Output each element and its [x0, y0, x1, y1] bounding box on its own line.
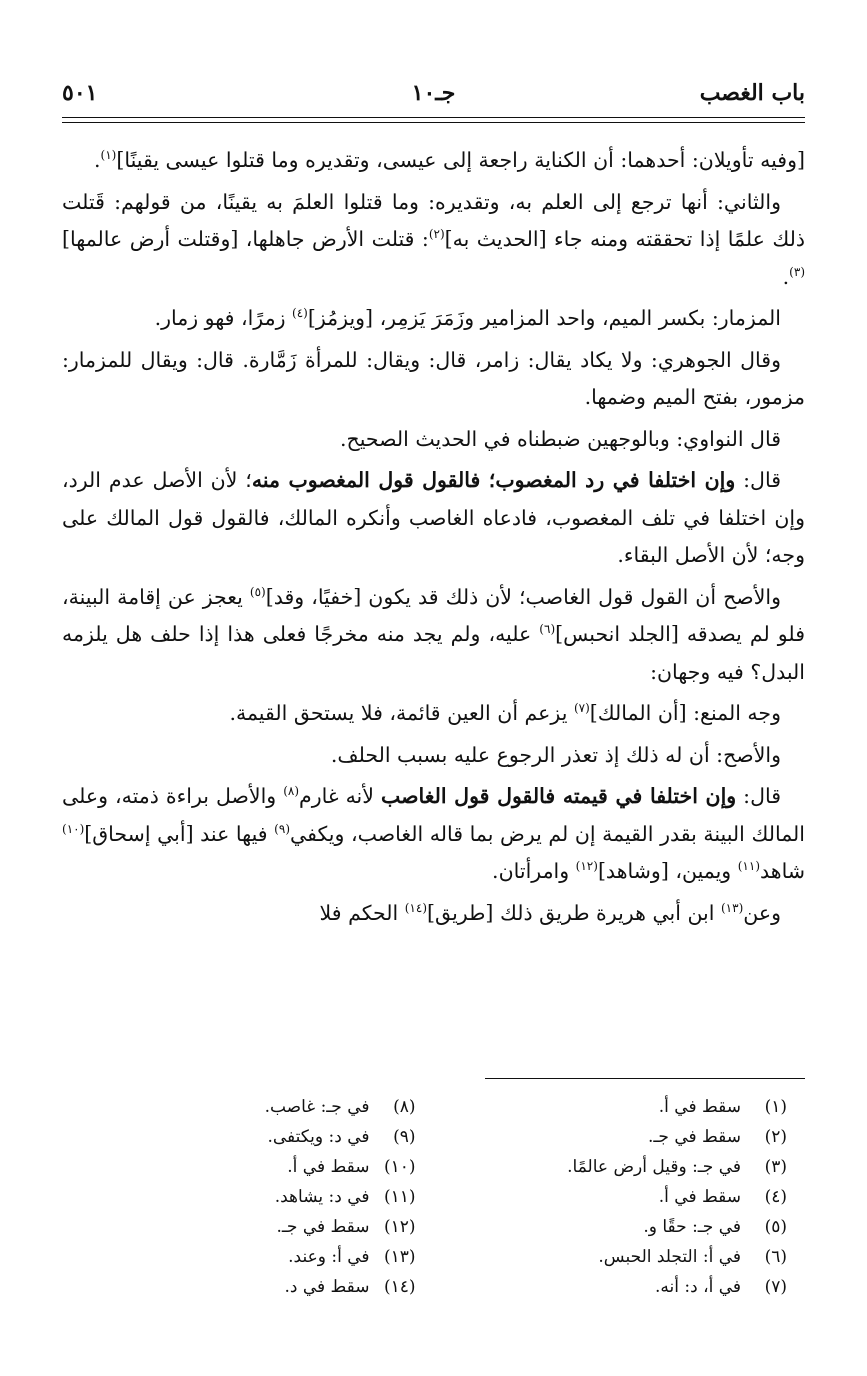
- paragraph: [62, 778, 805, 891]
- footnote-number: (٩): [393, 1127, 416, 1147]
- header-rule: [62, 117, 805, 118]
- volume-label: جـ١٠: [411, 80, 456, 106]
- text-run: والأصل براءة ذمته، وعلى المالك البينة بقدر القيمة إن لم يرض بما قاله الغاصب، ويكفي: [62, 784, 806, 846]
- footnote-number: (١٤): [383, 1277, 416, 1297]
- paragraph: [62, 462, 805, 575]
- footnote: [62, 1182, 416, 1212]
- main-text: [62, 142, 805, 936]
- footnote-number: (٣): [764, 1157, 787, 1177]
- footnote-ref: (٤): [292, 306, 308, 321]
- footnote: [62, 1272, 416, 1302]
- text-run: فيها عند [أبي إسحاق]: [84, 821, 275, 846]
- footnote: [434, 1212, 788, 1242]
- page-number: ٥٠١: [62, 80, 98, 106]
- header-rule-thin: [62, 122, 805, 123]
- text-run: عليه، ولم يجد منه مخرجًا فعلى هذا إذا حلف هل يلزمه البدل؟ فيه وجهان:: [62, 622, 805, 684]
- footnote-text: سقط في جـ.: [648, 1127, 741, 1147]
- text-run: وعن: [743, 900, 781, 925]
- footnote-column-left: [62, 1092, 434, 1302]
- footnote-text: في جـ: غاصب.: [264, 1097, 370, 1117]
- footnote-ref: (٩): [274, 821, 290, 836]
- footnote-number: (٧): [764, 1277, 787, 1297]
- text-run: وجه المنع: [أن المالك]: [589, 701, 781, 725]
- footnote: [434, 1182, 788, 1212]
- footnote-text: في جـ: وقيل أرض عالمًا.: [567, 1157, 741, 1177]
- footnote-text: سقط في أ.: [287, 1157, 370, 1177]
- footnote: [434, 1122, 788, 1152]
- footnote: [434, 1092, 788, 1122]
- text-run: والثاني: أنها ترجع إلى العلم به، وتقديره: وما قتلوا العلمَ به يقينًا، من قولهم: قَتلت ذلك علمًا إذا تحققته ومنه جاء [الحديث به]: [62, 189, 805, 251]
- footnote-text: سقط في أ.: [658, 1097, 741, 1117]
- footnote-number: (٦): [764, 1247, 787, 1267]
- footnotes: [62, 1092, 805, 1302]
- footnote-number: (٥): [764, 1217, 787, 1237]
- text-run: .: [93, 148, 101, 172]
- text-run: شاهد: [760, 859, 805, 883]
- text-run: .: [782, 264, 790, 289]
- footnote-ref: (٣): [789, 264, 805, 279]
- footnote-text: سقط في د.: [284, 1277, 370, 1297]
- text-run: قال النواوي: وبالوجهين ضبطناه في الحديث الصحيح.: [339, 426, 781, 451]
- text-run: ابن أبي هريرة طريق ذلك [طريق]: [427, 900, 721, 925]
- footnote-ref: (٧): [573, 701, 590, 716]
- running-header: [62, 80, 805, 114]
- paragraph: [62, 300, 805, 338]
- footnote-column-right: [434, 1092, 806, 1302]
- footnote: [62, 1122, 416, 1152]
- paragraph: [62, 184, 805, 297]
- paragraph: [62, 579, 805, 692]
- text-run: وامرأتان.: [492, 859, 576, 883]
- matn-text: وإن اختلفا في رد المغصوب؛ فالقول قول المغصوب منه: [251, 468, 736, 492]
- footnote-ref: (١١): [737, 859, 760, 874]
- text-run: والأصح: أن له ذلك إذ تعذر الرجوع عليه بسبب الحلف.: [330, 742, 781, 767]
- matn-text: وإن اختلفا في قيمته فالقول قول الغاصب: [380, 784, 737, 808]
- footnote: [62, 1092, 416, 1122]
- text-run: والأصح أن القول قول الغاصب؛ لأن ذلك قد يكون [خفيًا، وقد]: [265, 584, 781, 609]
- text-run: قال:: [736, 784, 782, 808]
- footnote-ref: (٨): [283, 784, 300, 799]
- paragraph: [62, 737, 805, 775]
- text-run: الحكم فلا: [319, 900, 405, 925]
- footnote: [434, 1152, 788, 1182]
- paragraph: [62, 342, 805, 417]
- text-run: قال:: [735, 468, 781, 492]
- footnote: [434, 1272, 788, 1302]
- footnote-ref: (٥): [249, 584, 266, 599]
- footnote: [62, 1152, 416, 1182]
- footnote-text: في جـ: حقًا و.: [643, 1217, 741, 1237]
- footnote-number: (١١): [383, 1187, 416, 1207]
- text-run: : قتلت الأرض جاهلها، [وقتلت أرض عالمها]: [62, 227, 429, 251]
- footnote-number: (١): [764, 1097, 787, 1117]
- paragraph: [62, 421, 805, 459]
- text-run: يزعم أن العين قائمة، فلا يستحق القيمة.: [229, 701, 574, 725]
- footnote-text: سقط في جـ.: [276, 1217, 370, 1237]
- text-run: يعجز عن إقامة البينة، فلو لم يصدقه [الجلد انحبس]: [62, 584, 805, 646]
- footnote-text: في أ، د: أنه.: [655, 1277, 741, 1297]
- footnote-number: (٤): [764, 1187, 787, 1207]
- footnote-text: في د: يشاهد.: [274, 1187, 370, 1207]
- text-run: ؛ لأن الأصل عدم الرد، وإن اختلفا في تلف المغصوب، فادعاه الغاصب وأنكره المالك، فالقول قول المالك على وجه؛ لأن الأصل البقاء.: [62, 468, 805, 567]
- footnote-ref: (٢): [428, 227, 445, 242]
- paragraph: [62, 142, 805, 180]
- footnote: [62, 1212, 416, 1242]
- footnote-rule: [485, 1078, 805, 1079]
- footnote: [434, 1242, 788, 1272]
- footnote-ref: (١٠): [62, 821, 85, 836]
- text-run: وقال الجوهري: ولا يكاد يقال: زامر، قال: ويقال: للمرأة زَمَّارة. قال: ويقال للمزمار: مزمور، بفتح الميم وضمها.: [62, 347, 805, 409]
- text-run: لأنه غارم: [299, 784, 381, 808]
- chapter-title: باب الغصب: [699, 80, 805, 106]
- text-run: [وفيه تأويلان: أحدهما: أن الكناية راجعة إلى عيسى، وتقديره وما قتلوا عيسى يقينًا]: [116, 148, 805, 172]
- paragraph: [62, 695, 805, 733]
- footnote-text: في أ: وعند.: [288, 1247, 370, 1267]
- footnote-number: (٢): [764, 1127, 787, 1147]
- footnote-ref: (١): [100, 148, 117, 163]
- footnote-number: (١٢): [383, 1217, 416, 1237]
- text-run: المزمار: بكسر الميم، واحد المزامير وزَمَرَ يَزمِر، [ويزمُز]: [307, 306, 781, 330]
- footnote-ref: (٦): [539, 622, 556, 637]
- text-run: ويمين، [وشاهد]: [597, 859, 738, 883]
- footnote-ref: (١٢): [575, 859, 598, 874]
- footnote-text: في أ: التجلد الحبس.: [598, 1247, 741, 1267]
- footnote: [62, 1242, 416, 1272]
- paragraph: [62, 895, 805, 933]
- footnote-ref: (١٤): [404, 900, 427, 915]
- footnote-ref: (١٣): [720, 900, 744, 915]
- footnote-text: في د: ويكتفى.: [267, 1127, 370, 1147]
- footnote-number: (١٠): [383, 1157, 416, 1177]
- footnote-number: (١٣): [383, 1247, 416, 1267]
- text-run: زمرًا، فهو زمار.: [154, 306, 293, 330]
- footnote-number: (٨): [393, 1097, 416, 1117]
- footnote-text: سقط في أ.: [658, 1187, 741, 1207]
